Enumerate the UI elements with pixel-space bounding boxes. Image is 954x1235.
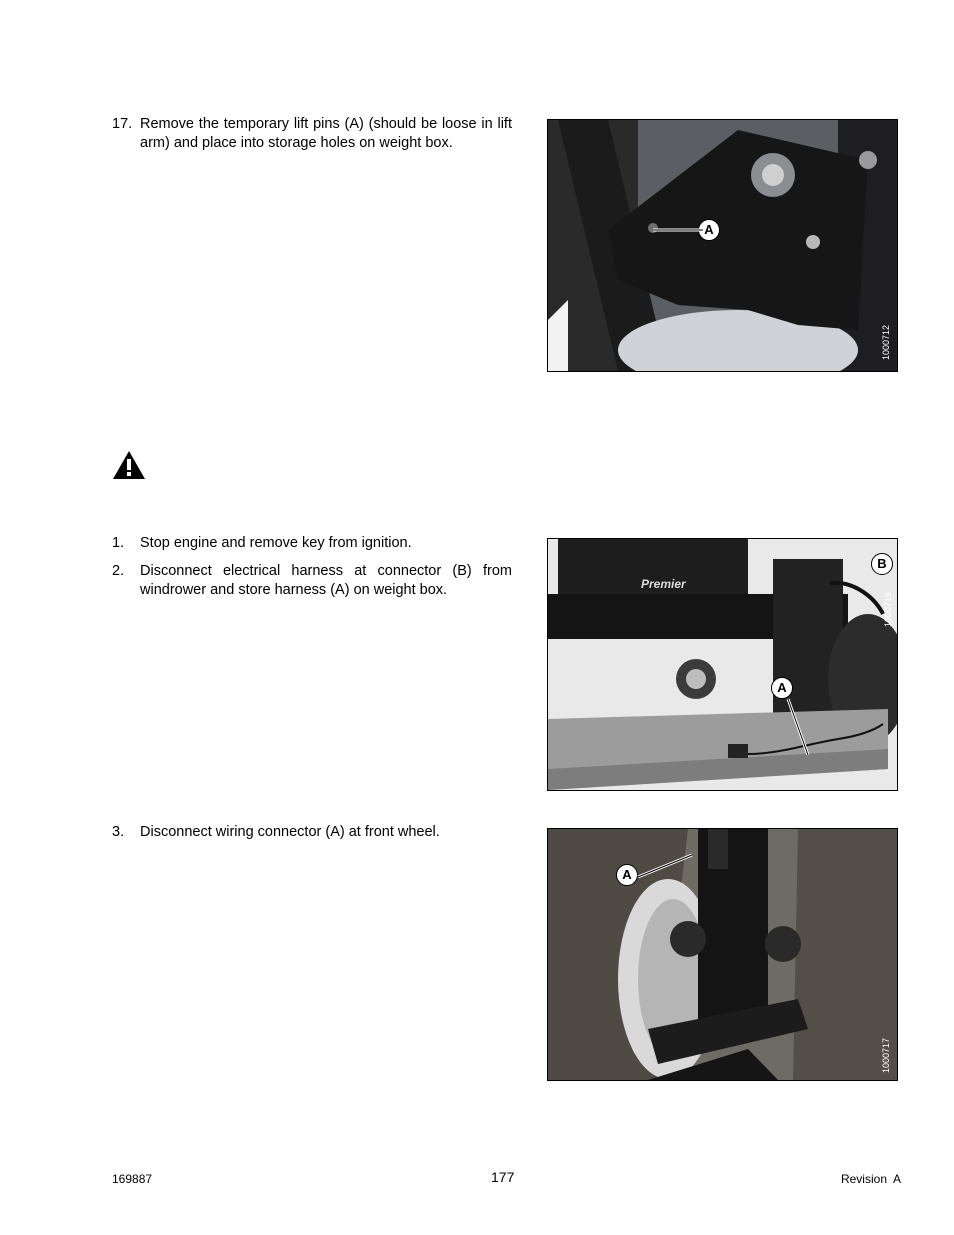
photo-harness-illustration [548, 539, 897, 790]
warning-triangle-icon [112, 450, 146, 480]
step-2 [112, 562, 512, 600]
callout-a: A [771, 677, 793, 699]
leader-line [653, 225, 703, 235]
callout-b: B [871, 553, 893, 575]
callout-a: A [616, 864, 638, 886]
photo-front-wheel-illustration [548, 829, 897, 1080]
step-3 [112, 823, 512, 842]
revision: Revision A [840, 1172, 901, 1186]
callout-a: A [698, 219, 720, 241]
step-text: Stop engine and remove key from ignition. [140, 535, 412, 551]
step-number: 2. [112, 563, 125, 579]
brand-label: Premier [641, 577, 686, 591]
photo-harness [547, 538, 898, 791]
step-number: 1. [112, 535, 125, 551]
step-1 [112, 534, 512, 553]
figure-id: 1000719 [883, 591, 893, 627]
step-text: Disconnect electrical harness at connector (B) from windrower and store harness (A) on weight box. [140, 563, 512, 598]
photo-lift-arm-illustration [548, 120, 897, 371]
step-text: Disconnect wiring connector (A) at front wheel. [140, 824, 440, 840]
figure-id: 1000717 [881, 1037, 891, 1073]
step-number: 3. [112, 824, 125, 840]
step-17 [112, 115, 512, 153]
photo-lift-arm [547, 119, 898, 372]
photo-front-wheel [547, 828, 898, 1081]
step-number: 17. [112, 116, 133, 132]
leader-line [636, 851, 696, 881]
figure-id: 1000712 [881, 324, 891, 360]
leader-line [786, 697, 816, 757]
page-number: 177 [491, 1169, 515, 1185]
doc-number: 169887 [112, 1172, 153, 1186]
step-text: Remove the temporary lift pins (A) (should be loose in lift arm) and place into storage holes on weight box. [140, 116, 512, 151]
